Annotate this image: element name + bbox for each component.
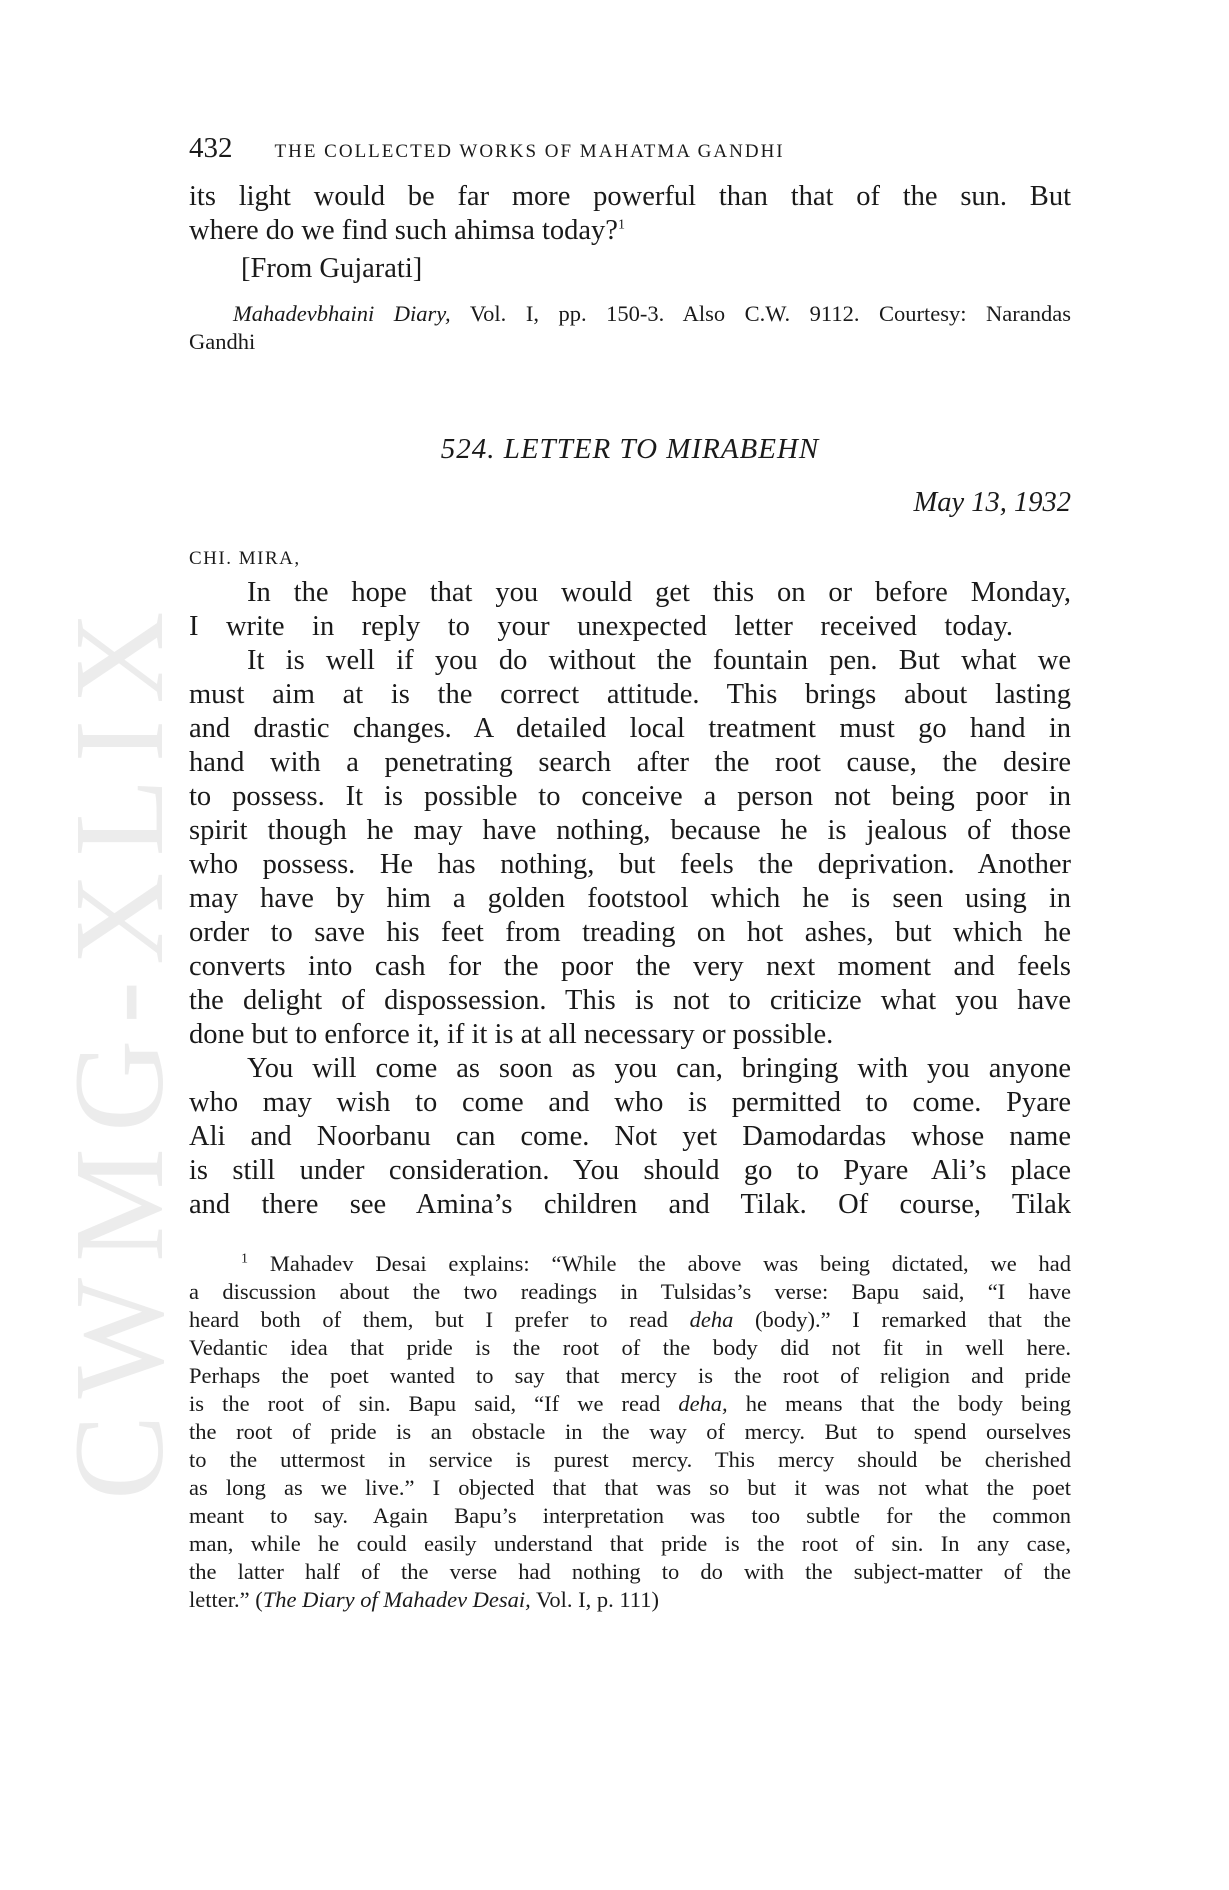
footnote-line: meant to say. Again Bapu’s interpretation was too subtle for the common — [189, 1503, 1071, 1528]
footnote-line: the root of pride is an obstacle in the way of mercy. But to spend ourselves — [189, 1419, 1071, 1444]
footnote-line: to the uttermost in service is purest mercy. This mercy should be cherished — [189, 1447, 1071, 1472]
running-title: THE COLLECTED WORKS OF MAHATMA GANDHI — [274, 141, 785, 162]
footnote — [189, 1250, 1071, 1614]
text-line: spirit though he may have nothing, because he is jealous of those — [189, 815, 1071, 846]
footnote-line: a discussion about the two readings in Tulsidas’s verse: Bapu said, “I have — [189, 1279, 1071, 1304]
text-line: to possess. It is possible to conceive a person not being poor in — [189, 781, 1071, 812]
footnote-line: Vedantic idea that pride is the root of the body did not fit in well here. — [189, 1335, 1071, 1360]
item-heading: 524. LETTER TO MIRABEHN — [440, 433, 820, 465]
text-line: order to save his feet from treading on hot ashes, but which he — [189, 917, 1071, 948]
footnote-line: is the root of sin. Bapu said, “If we read deha, he means that the body being — [189, 1391, 1072, 1416]
running-header — [189, 132, 929, 165]
text-line: done but to enforce it, if it is at all necessary or possible. — [189, 1019, 834, 1050]
footnote-line: as long as we live.” I objected that that was so but it was not what the poet — [189, 1475, 1071, 1500]
footnote-mark: 1 — [241, 1251, 248, 1267]
source-note — [189, 300, 1071, 356]
text-line: I write in reply to your unexpected letter received today. — [189, 611, 1013, 642]
footnote-line: $^1$ Mahadev Desai explains: “While the above was being dictated, we had — [241, 1251, 1071, 1276]
footnote-line: heard both of them, but I prefer to read deha (body).” I remarked that the — [189, 1307, 1072, 1332]
text-line: the delight of dispossession. This is not to criticize what you have — [189, 985, 1071, 1016]
source-line: Mahadevbhaini Diary, Vol. I, pp. 150-3. Also C.W. 9112. Courtesy: Narandas — [233, 301, 1071, 326]
footnote-line: the latter half of the verse had nothing to do with the subject-matter of the — [189, 1559, 1071, 1584]
text-line: converts into cash for the poor the very next moment and feels — [189, 951, 1071, 982]
text-line: and there see Amina’s children and Tilak. Of course, Tilak — [189, 1189, 1071, 1220]
text-line: is still under consideration. You should go to Pyare Ali’s place — [189, 1155, 1071, 1186]
text-line: who possess. He has nothing, but feels the deprivation. Another — [189, 849, 1071, 880]
text-line: It is well if you do without the fountain pen. But what we — [247, 645, 1071, 676]
page-number: 432 — [189, 132, 233, 164]
text-line: hand with a penetrating search after the root cause, the desire — [189, 747, 1071, 778]
footnote-line: Perhaps the poet wanted to say that mercy is the root of religion and pride — [189, 1363, 1071, 1388]
watermark: CWMG-XLIX — [48, 595, 190, 1500]
footnote-line: letter.” (The Diary of Mahadev Desai, Vol. I, p. 111) — [189, 1587, 659, 1612]
text-line: In the hope that you would get this on or before Monday, — [247, 577, 1071, 608]
from-gujarati: [From Gujarati] — [241, 253, 423, 284]
text-line: who may wish to come and who is permitted to come. Pyare — [189, 1087, 1071, 1118]
text-line: You will come as soon as you can, bringing with you anyone — [247, 1053, 1071, 1084]
letter-body — [189, 576, 1071, 1222]
text-line: Ali and Noorbanu can come. Not yet Damodardas whose name — [189, 1121, 1071, 1152]
source-line: Gandhi — [189, 329, 256, 354]
text-line: may have by him a golden footstool which he is seen using in — [189, 883, 1071, 914]
text-line: and drastic changes. A detailed local treatment must go hand in — [189, 713, 1071, 744]
salutation: CHI. MIRA, — [189, 548, 301, 569]
text-line: its light would be far more powerful than that of the sun. But — [189, 181, 1071, 212]
text-line: where do we find such ahimsa today?$^1$ — [189, 215, 625, 246]
previous-item-end — [189, 180, 1071, 286]
letter-date: May 13, 1932 — [913, 487, 1071, 518]
footnote-ref: 1 — [617, 217, 625, 233]
footnote-line: man, while he could easily understand that pride is the root of sin. In any case, — [189, 1531, 1071, 1556]
text-line: must aim at is the correct attitude. This brings about lasting — [189, 679, 1071, 710]
